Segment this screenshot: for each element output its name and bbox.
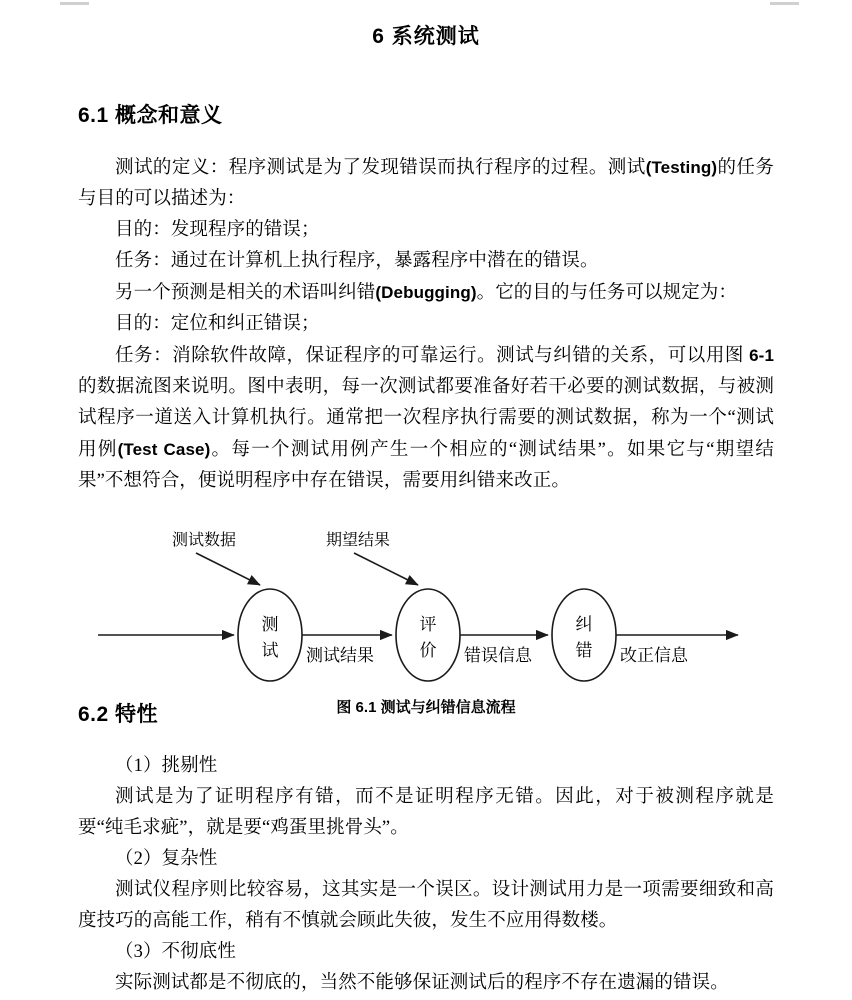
definition-text-post: 的任务与目的可以描述为：	[78, 158, 774, 209]
paragraph-purpose-1: 目的：发现程序的错误；	[115, 220, 320, 240]
node-test-line-2: 试	[261, 641, 279, 660]
debugging-text-post: 。它的目的与任务可以规定为：	[476, 283, 737, 303]
edge-label-error-info: 错误信息	[464, 646, 532, 665]
feature-2-label: （2）复杂性	[115, 849, 218, 869]
definition-text-pre: 测试的定义：程序测试是为了发现错误而执行程序的过程。测试	[115, 158, 646, 178]
node-evaluate-line-1: 评	[419, 615, 437, 634]
ellipse-node-debug	[552, 589, 616, 681]
task2-segment-3: 。每一个测试用例产生一个相应的“测试结果”。如果它与“期望结果”不想符合，便说明程序中存在错误，需要用纠错来改正。	[78, 440, 774, 491]
arrow-test-data-to-test	[196, 553, 260, 585]
ellipse-node-evaluate	[396, 589, 460, 681]
feature-3-text: 实际测试都是不彻底的，当然不能够保证测试后的程序不存在遗漏的错误。	[115, 973, 729, 993]
edge-label-correction-info: 改正信息	[620, 646, 688, 665]
page-title: 6 系统测试	[372, 25, 480, 48]
paragraph-definition	[78, 152, 774, 215]
paragraph-purpose-2: 目的：定位和纠正错误；	[115, 314, 320, 334]
task2-segment-2: 的数据流图来说明。图中表明，每一次测试都要准备好若干必要的测试数据，与被测试程序一道送入计算机执行。通常把一次程序执行需要的测试数据，称为一个“测试用例	[78, 377, 774, 460]
task2-segment-1: 任务：消除软件故障，保证程序的可靠运行。测试与纠错的关系，可以用图	[115, 346, 750, 366]
right-margin-crop-mark	[770, 2, 799, 5]
document-content	[78, 0, 774, 999]
feature-2-text: 测试仪程序则比较容易，这其实是一个误区。设计测试用力是一项需要细致和高度技巧的高能工作，稍有不慎就会顾此失彼，发生不应用得数楼。	[78, 880, 774, 931]
arrow-expected-result-to-evaluate	[354, 553, 418, 585]
task2-term-test-case: (Test Case)	[117, 440, 211, 459]
node-debug-line-2: 错	[575, 641, 593, 660]
edge-label-test-result: 测试结果	[306, 646, 374, 665]
node-test-line-1: 测	[261, 615, 279, 634]
ellipse-node-test	[238, 589, 302, 681]
dataflow-diagram	[78, 523, 774, 683]
feature-1-label: （1）挑剔性	[115, 756, 218, 776]
debugging-text-pre: 另一个预测是相关的术语叫纠错	[115, 283, 376, 303]
definition-term-testing: (Testing)	[645, 158, 718, 177]
heading-6-2: 6.2 特性	[78, 703, 159, 726]
feature-1-text: 测试是为了证明程序有错，而不是证明程序无错。因此，对于被测程序就是要“纯毛求疵”，就是要“鸡蛋里挑骨头”。	[78, 787, 774, 838]
debugging-term-debugging: (Debugging)	[375, 283, 477, 302]
heading-6-1: 6.1 概念和意义	[78, 104, 223, 127]
input-label-expected-result: 期望结果	[326, 532, 391, 549]
paragraph-task-2	[78, 340, 774, 497]
node-evaluate-line-2: 价	[419, 641, 437, 660]
paragraph-debugging	[78, 277, 774, 309]
feature-3-label: （3）不彻底性	[115, 942, 236, 962]
figure-caption-6-1: 图 6.1 测试与纠错信息流程	[336, 699, 516, 716]
paragraph-task-1: 任务：通过在计算机上执行程序，暴露程序中潜在的错误。	[115, 251, 599, 271]
figure-reference: 6-1	[749, 346, 774, 365]
node-debug-line-1: 纠	[575, 615, 593, 634]
input-label-test-data: 测试数据	[172, 532, 237, 549]
